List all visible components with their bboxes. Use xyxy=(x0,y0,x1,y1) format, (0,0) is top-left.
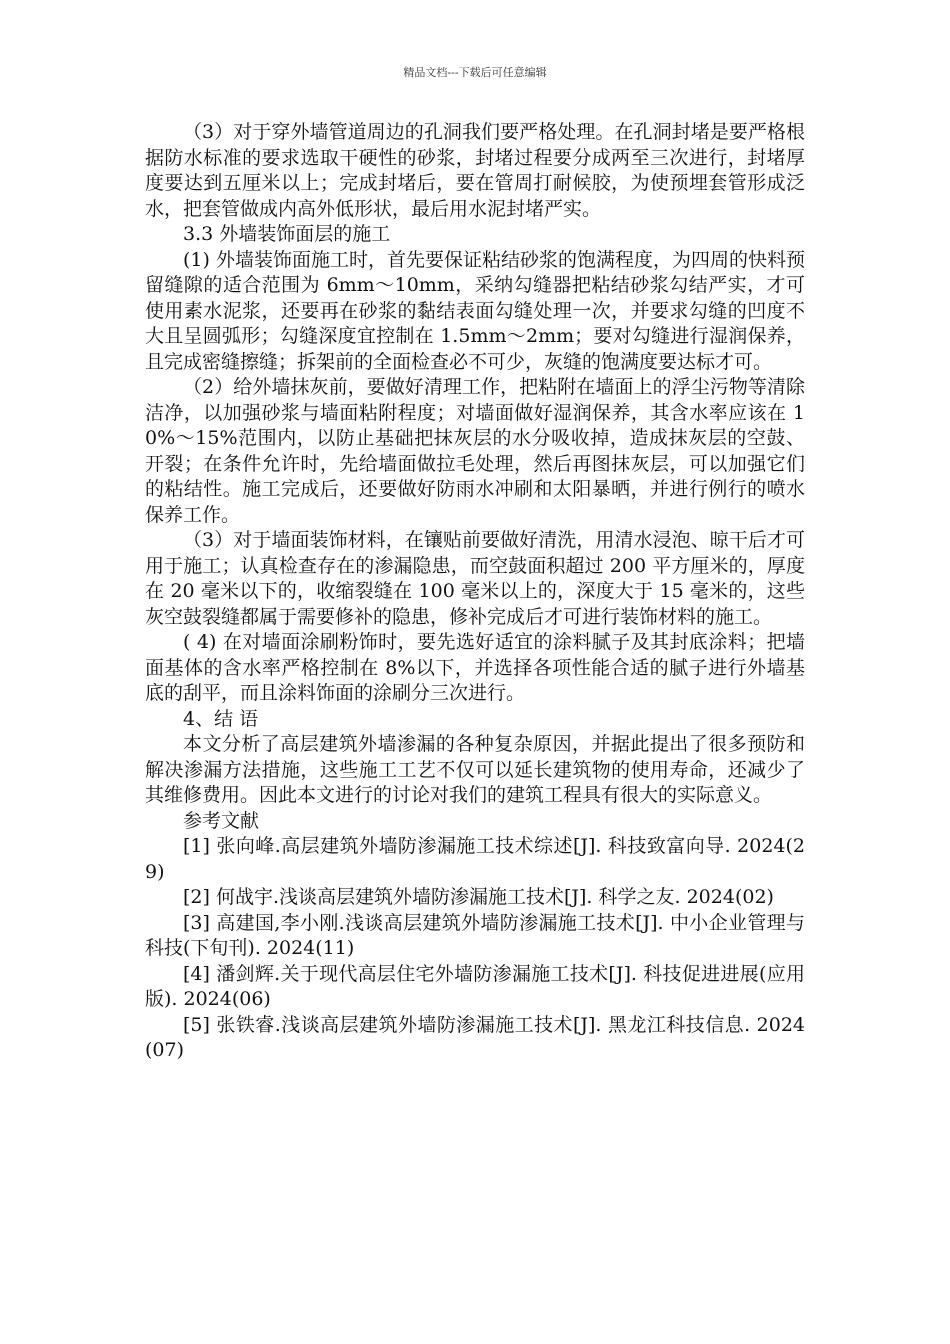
section-heading-3-3: 3.3 外墙装饰面层的施工 xyxy=(183,223,391,245)
section-heading-conclusion: 4、结 语 xyxy=(183,707,259,730)
paragraph-facade-item-3: （3）对于墙面装饰材料，在镶贴前要做好清洗，用清水浸泡、晾干后才可用于施工；认真检查存在的渗漏隐患，而空鼓面积超过 200 平方厘米的，厚度在 20 毫米以下的，收缩裂缝在 100 毫米以上的，深度大于 15 毫米的，这些灰空鼓裂缝都属于需要修补的隐患，修补完成后才可进行装饰材料的施工。 xyxy=(145,529,805,628)
reference-item: [2] 何战宇.浅谈高层建筑外墙防渗漏施工技术[J]. 科学之友. 2024(02) xyxy=(183,886,774,908)
document-body xyxy=(145,120,805,1064)
paragraph-facade-item-1: (1) 外墙装饰面施工时，首先要保证粘结砂浆的饱满程度，为四周的快料预留缝隙的适合范围为 6mm～10mm，采纳勾缝器把粘结砂浆勾结严实，才可使用素水泥浆，还要再在砂浆的黏结表面勾缝处理一次，并要求勾缝的凹度不大且呈圆弧形；勾缝深度宜控制在 1.5mm～2mm；要对勾缝进行湿润保养，且完成密缝擦缝；拆架前的全面检查必不可少，灰缝的饱满度要达标才可。 xyxy=(145,248,805,373)
page-header: 精品文档---下载后可任意编辑 xyxy=(403,66,547,79)
reference-item: [3] 高建国,李小刚.浅谈高层建筑外墙防渗漏施工技术[J]. 中小企业管理与科技(下旬刊). 2024(11) xyxy=(145,911,805,959)
reference-item: [5] 张铁睿.浅谈高层建筑外墙防渗漏施工技术[J]. 黑龙江科技信息. 2024(07) xyxy=(145,1013,805,1061)
paragraph-facade-item-4: ( 4) 在对墙面涂刷粉饰时，要先选好适宜的涂料腻子及其封底涂料；把墙面基体的含水率严格控制在 8%以下，并选择各项性能合适的腻子进行外墙基底的刮平，而且涂料饰面的涂刷分三次进行。 xyxy=(145,631,805,704)
paragraph-conclusion: 本文分析了高层建筑外墙渗漏的各种复杂原因，并据此提出了很多预防和解决渗漏方法措施，这些施工工艺不仅可以延长建筑物的使用寿命，还减少了其维修费用。因此本文进行的讨论对我们的建筑工程具有很大的实际意义。 xyxy=(145,733,805,806)
paragraph-pipe-holes: （3）对于穿外墙管道周边的孔洞我们要严格处理。在孔洞封堵是要严格根据防水标准的要求选取干硬性的砂浆，封堵过程要分成两至三次进行，封堵厚度要达到五厘米以上；完成封堵后，要在管周打耐候胶，为使预埋套管形成泛水，把套管做成内高外低形状，最后用水泥封堵严实。 xyxy=(145,121,805,220)
references-heading: 参考文献 xyxy=(183,809,260,832)
paragraph-facade-item-2: （2）给外墙抹灰前，要做好清理工作，把粘附在墙面上的浮尘污物等清除洁净，以加强砂浆与墙面粘附程度；对墙面做好湿润保养，其含水率应该在 10%～15%范围内，以防止基础把抹灰层的水分吸收掉，造成抹灰层的空鼓、开裂；在条件允许时，先给墙面做拉毛处理，然后再图抹灰层，可以加强它们的粘结性。施工完成后，还要做好防雨水冲刷和太阳暴晒，并进行例行的喷水保养工作。 xyxy=(145,376,805,526)
reference-item: [1] 张向峰.高层建筑外墙防渗漏施工技术综述[J]. 科技致富向导. 2024(29) xyxy=(145,835,805,883)
reference-item: [4] 潘剑辉.关于现代高层住宅外墙防渗漏施工技术[J]. 科技促进进展(应用版). 2024(06) xyxy=(145,962,805,1010)
